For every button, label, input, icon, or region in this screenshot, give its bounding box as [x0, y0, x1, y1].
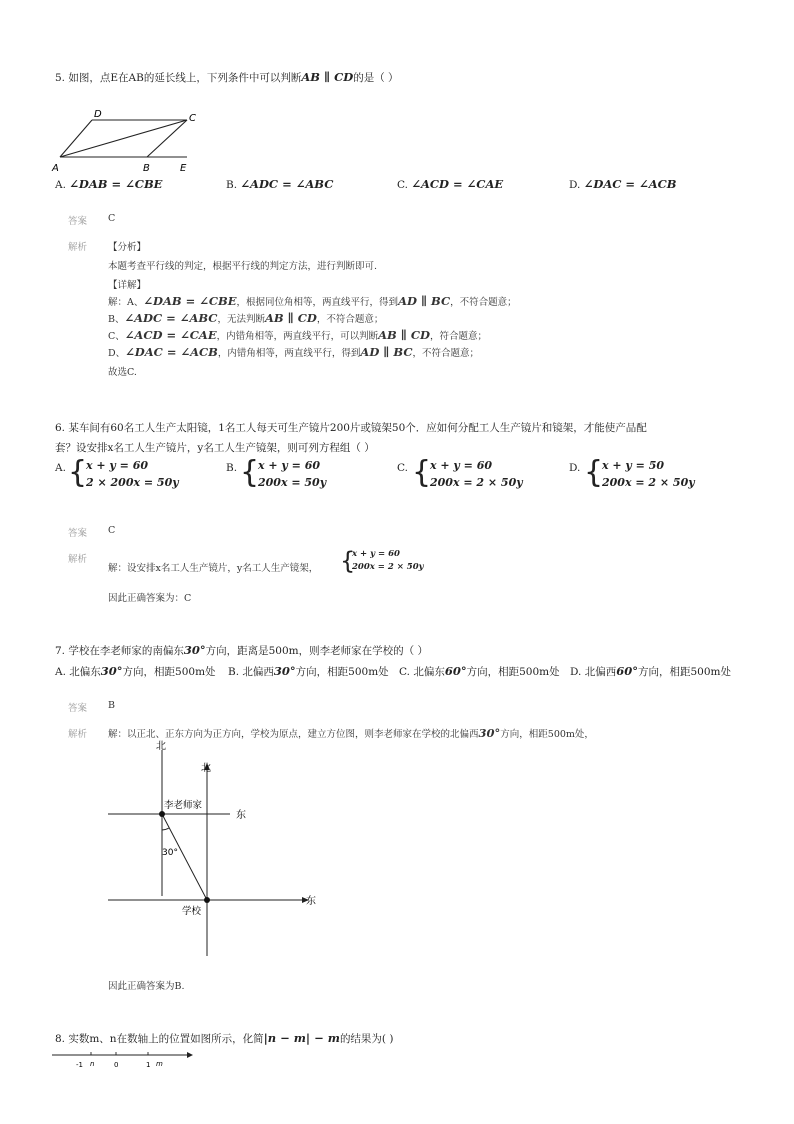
q6-option-a-system: x + y = 60 2 × 200x = 50y: [86, 459, 179, 489]
q5-stem: 5. 如图，点E在AB的延长线上，下列条件中可以判断AB ∥ CD的是（ ）: [55, 70, 399, 84]
q5-option-a: A. ∠DAB = ∠CBE: [55, 177, 163, 191]
q6-option-d-letter: D.: [569, 462, 581, 474]
q6-conclusion: 因此正确答案为：C: [108, 593, 192, 604]
label-d: D: [94, 109, 102, 120]
q7-analysis-label: 解析: [68, 729, 88, 740]
q7-option-c: C. 北偏东60°方向，相距500m处: [399, 664, 560, 678]
north-label-2: 北: [201, 763, 211, 774]
q8-stem: 8. 实数m、n在数轴上的位置如图所示，化简|n − m| − m的结果为( ): [55, 1031, 394, 1045]
point-n-label: n: [90, 1060, 95, 1068]
brace-icon: {: [240, 455, 260, 490]
tick-zero: 0: [114, 1061, 119, 1069]
brace-icon: {: [340, 547, 356, 575]
home-label: 李老师家: [164, 800, 203, 811]
q5-detail-line-b: B、∠ADC = ∠ABC，无法判断AB ∥ CD，不符合题意；: [108, 311, 384, 325]
q5-analysis-text: 本题考查平行线的判定，根据平行线的判定方法，进行判断即可.: [108, 261, 378, 272]
q6-option-d-system: x + y = 50 200x = 2 × 50y: [602, 459, 695, 489]
q6-stem-line-2: 套？设安排x名工人生产镜片，y名工人生产镜架，则可列方程组（ ）: [55, 442, 375, 454]
q6-option-b-system: x + y = 60 200x = 50y: [258, 459, 327, 489]
q7-option-b: B. 北偏西30°方向，相距500m处: [228, 664, 389, 678]
q5-answer: C: [108, 213, 116, 224]
q5-detail-line-c: C、∠ACD = ∠CAE，内错角相等，两直线平行，可以判断AB ∥ CD，符合题意；: [108, 328, 487, 342]
east-label-1: 东: [236, 810, 246, 821]
q6-analysis-label: 解析: [68, 554, 88, 565]
q7-answer: B: [108, 700, 115, 711]
tick-one: 1: [146, 1061, 151, 1069]
angle-arc: [162, 828, 169, 830]
segment-ad: [60, 120, 92, 157]
school-label: 学校: [182, 906, 202, 917]
q5-conclusion: 故选C.: [108, 367, 137, 378]
label-c: C: [189, 113, 196, 124]
segment-ac: [60, 120, 187, 157]
q5-option-d: D. ∠DAC = ∠ACB: [569, 177, 677, 191]
q5-detail-line-a: 解：A、∠DAB = ∠CBE，根据同位角相等，两直线平行，得到AD ∥ BC，不符合题意；: [108, 294, 517, 308]
q6-analysis-text: 解：设安排x名工人生产镜片，y名工人生产镜架，: [108, 563, 319, 574]
q6-answer: C: [108, 525, 116, 536]
q7-analysis-text: 解：以正北、正东方向为正方向，学校为原点，建立方位图，则李老师家在学校的北偏西30°方向，相距500m处，: [108, 726, 594, 740]
q7-direction-diagram: [100, 738, 340, 960]
home-point: [159, 811, 165, 817]
north-label-1: 北: [156, 741, 166, 752]
q5-option-b: B. ∠ADC = ∠ABC: [226, 177, 334, 191]
q7-answer-label: 答案: [68, 703, 88, 714]
q6-analysis-system: x + y = 60 200x = 2 × 50y: [352, 549, 424, 572]
q6-option-c-letter: C.: [397, 462, 408, 474]
q6-option-c-system: x + y = 60 200x = 2 × 50y: [430, 459, 523, 489]
point-m-label: m: [156, 1060, 163, 1068]
q7-option-d: D. 北偏西60°方向，相距500m处: [570, 664, 731, 678]
brace-icon: {: [412, 455, 432, 490]
q5-parallelogram-figure: [50, 105, 220, 175]
angle-label: 30°: [162, 848, 178, 858]
q5-analysis-label: 解析: [68, 242, 88, 253]
east-label-2: 东: [306, 896, 316, 907]
q5-option-c: C. ∠ACD = ∠CAE: [397, 177, 504, 191]
q7-option-a: A. 北偏东30°方向，相距500m处: [55, 664, 216, 678]
arrow-right-icon: [187, 1052, 193, 1058]
q6-answer-label: 答案: [68, 528, 88, 539]
label-b: B: [143, 163, 150, 174]
q6-option-b-letter: B.: [226, 462, 238, 474]
brace-icon: {: [68, 455, 88, 490]
q7-conclusion: 因此正确答案为B.: [108, 981, 185, 992]
q6-option-a-letter: A.: [55, 462, 66, 474]
q6-stem-line-1: 6. 某车间有60名工人生产太阳镜，1名工人每天可生产镜片200片或镜架50个．应如何分配工人生产镜片和镜架，才能使产品配: [55, 422, 647, 434]
label-e: E: [180, 163, 187, 174]
q5-detail-head: 【详解】: [108, 280, 147, 291]
q5-detail-line-d: D、∠DAC = ∠ACB，内错角相等，两直线平行，得到AD ∥ BC，不符合题意；: [108, 345, 479, 359]
q8-number-line: [50, 1046, 200, 1074]
tick-minus-one: -1: [76, 1061, 83, 1069]
q5-analysis-head: 【分析】: [108, 242, 147, 253]
school-point: [204, 897, 210, 903]
brace-icon: {: [584, 455, 604, 490]
q5-answer-label: 答案: [68, 216, 88, 227]
q7-stem: 7. 学校在李老师家的南偏东30°方向，距离是500m，则李老师家在学校的（ ）: [55, 643, 428, 657]
label-a: A: [52, 163, 59, 174]
